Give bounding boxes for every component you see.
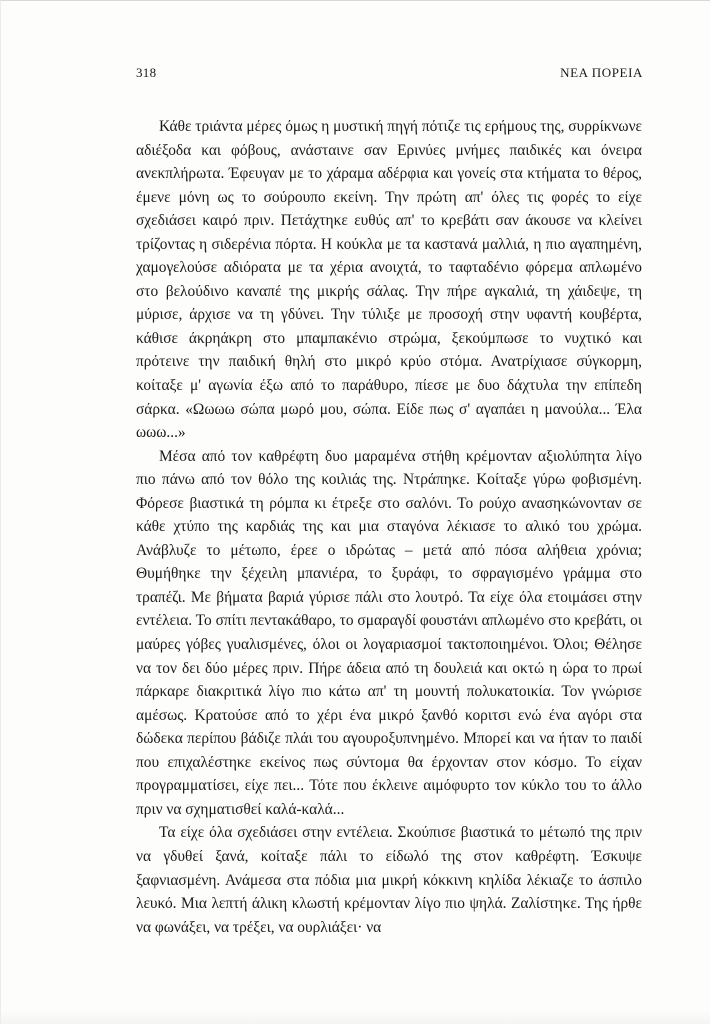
body-text <box>136 115 642 939</box>
page-bottom-edge <box>1 1010 710 1024</box>
paragraph-1: Κάθε τριάντα μέρες όμως η μυστική πηγή πότιζε τις ερήμους της, συρρίκνωνε αδιέξοδα και φόβους, ανάσταινε σαν Ερινύες μνήμες παιδικές και όνειρα ανεκπλήρωτα. Έφευγαν με το χάραμα αδέρφια και γονείς στα κτήματα το θέρος, έμενε μόνη ως το σούρουπο εκείνη. Την πρώτη απ' όλες τις φορές το είχε σχεδιάσει καιρό πριν. Πετάχτηκε ευθύς απ' το κρεβάτι σαν άκουσε να κλείνει τρίζοντας η σιδερένια πόρτα. Η κούκλα με τα καστανά μαλλιά, η πιο αγαπημένη, χαμογελούσε αδιόρατα με τα χέρια ανοιχτά, το ταφταδένιο φόρεμα απλωμένο στο βελούδινο καναπέ της μικρής σάλας. Την πήρε αγκαλιά, τη χάιδεψε, τη μύρισε, άρχισε να τη γδύνει. Την τύλιξε με προσοχή στην υφαντή κουβέρτα, κάθισε άκρηάκρη στο μπαμπακένιο στρώμα, ξεκούμπωσε το νυχτικό και πρότεινε την παιδική θηλή στο μικρό κρύο στόμα. Ανατρίχιασε σύγκορμη, κοίταξε μ' αγωνία έξω από το παράθυρο, πίεσε με δυο δάχτυλα την επίπεδη σάρκα. «Ωωωω σώπα μωρό μου, σώπα. Είδε πως σ' αγαπάει η μανούλα... Έλα ωωω...» <box>136 118 642 442</box>
paragraph-2: Μέσα από τον καθρέφτη δυο μαραμένα στήθη κρέμονταν αξιολύπητα λίγο πιο πάνω από τον θόλο της κοιλιάς της. Ντράπηκε. Κοίταξε γύρω φοβισμένη. Φόρεσε βιαστικά τη ρόμπα κι έτρεξε στο σαλόνι. Το ρούχο ανασηκώνονταν σε κάθε χτύπο της καρδιάς της και μια σταγόνα λέκιασε το αλικό του χρώμα. Ανάβλυζε το μέτωπο, έρεε ο ιδρώτας – μετά από πόσα αλήθεια χρόνια; Θυμήθηκε την ξέχειλη μπανιέρα, το ξυράφι, το σφραγισμένο γράμμα στο τραπέζι. Με βήματα βαριά γύρισε πάλι στο λουτρό. Τα είχε όλα ετοιμάσει στην εντέλεια. Το σπίτι πεντακάθαρο, το σμαραγδί φουστάνι απλωμένο στο κρεβάτι, οι μαύρες γόβες γυαλισμένες, όλοι οι λογαριασμοί τακτοποιημένοι. Όλοι; Θέλησε να τον δει δύο μέρες πριν. Πήρε άδεια από τη δουλειά και οκτώ η ώρα το πρωί πάρκαρε διακριτικά λίγο πιο κάτω απ' τη μουντή πολυκατοικία. Τον γνώρισε αμέσως. Κρατούσε από το χέρι ένα μικρό ξανθό κοριτσι ενώ ένα αγόρι στα δώδεκα περίπου βάδιζε πλάι του αγουροξυπνημένο. Μπορεί και να ήταν το παιδί που επιχαλέστηκε εκείνος πως σύντομα θα έρχονταν στον κόσμο. Το είχαν προγραμματίσει, είχε πει... Τότε που έκλεινε αιμόφυρτο τον κύκλο του το άλλο πριν να σχηματισθεί καλά-καλά... <box>136 447 642 818</box>
page-header <box>136 65 643 85</box>
running-title: ΝΕΑ ΠΟΡΕΙΑ <box>560 65 643 80</box>
page-number: 318 <box>136 65 157 80</box>
paragraph-3: Τα είχε όλα σχεδιάσει στην εντέλεια. Σκούπισε βιαστικά το μέτωπό της πριν να γδυθεί ξανά, κοίταξε πάλι το είδωλό της στον καθρέφτη. Έσκυψε ξαφνιασμένη. Ανάμεσα στα πόδια μια μικρή κόκκινη κηλίδα λέκιαζε το άσπιλο λευκό. Μια λεπτή άλικη κλωστή κρέμονταν λίγο πιο ψηλά. Ζαλίστηκε. Της ήρθε να φωνάξει, να τρέξει, να ουρλιάξει· να <box>136 824 642 936</box>
